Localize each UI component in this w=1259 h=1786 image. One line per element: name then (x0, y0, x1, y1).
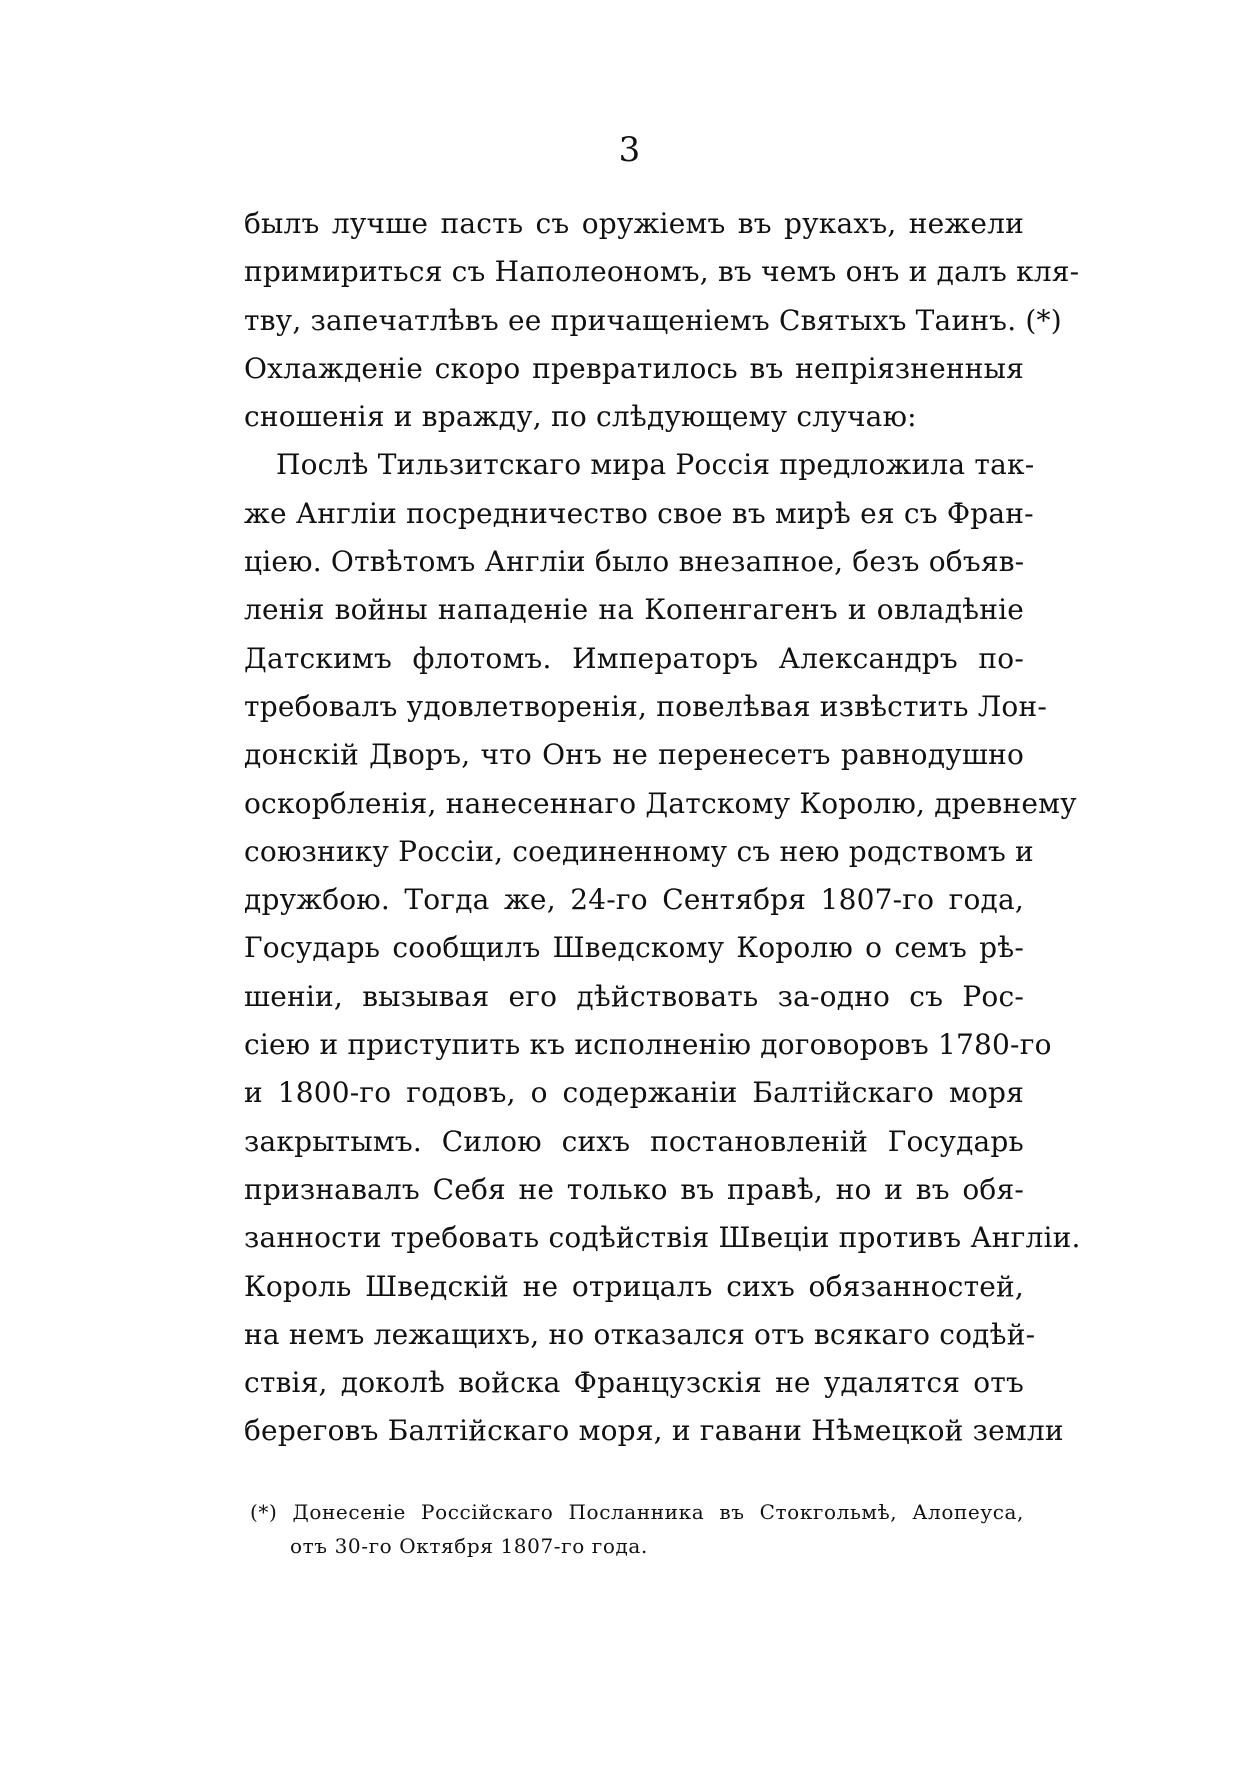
text-line: сіею и приступить къ исполненію договоровъ 1780-го (244, 1028, 1052, 1062)
text-line: оскорбленія, нанесеннаго Датскому Королю, древнему (244, 786, 1077, 820)
text-line: сношенія и вражду, по слѣдующему случаю: (244, 400, 917, 434)
text-line: ціею. Отвѣтомъ Англіи было внезапное, безъ объяв- (244, 545, 1025, 579)
text-line: и 1800-го годовъ, о содержаніи Балтійскаго моря (244, 1076, 1024, 1110)
text-line: донскій Дворъ, что Онъ не перенесетъ равнодушно (244, 738, 1024, 772)
text-line: ствія, доколѣ войска Французскія не удалятся отъ (244, 1366, 1024, 1400)
text-line: закрытымъ. Силою сихъ постановленій Государь (244, 1124, 1024, 1158)
text-line: дружбою. Тогда же, 24-го Сентября 1807-го года, (244, 883, 1024, 917)
text-line: ленія войны нападеніе на Копенгагенъ и овладѣніе (244, 593, 1024, 627)
text-line: требовалъ удовлетворенія, повелѣвая извѣстить Лон- (244, 689, 1047, 723)
text-line: примириться съ Наполеономъ, въ чемъ онъ и далъ кля- (244, 255, 1080, 289)
text-line: былъ лучше пасть съ оружіемъ въ рукахъ, нежели (244, 207, 1024, 240)
text-line: союзнику Россіи, соединенному съ нею родствомъ и (244, 834, 1034, 868)
page-number: 3 (618, 130, 641, 170)
text-line: Датскимъ флотомъ. Императоръ Александръ по- (244, 641, 1024, 675)
text-line: береговъ Балтійскаго моря, и гавани Нѣмецкой земли (244, 1414, 1064, 1448)
text-line: занности требовать содѣйствія Швеціи противъ Англіи. (244, 1221, 1081, 1255)
footnote (250, 1495, 1024, 1563)
footnote-line: отъ 30-го Октября 1807-го года. (290, 1534, 648, 1558)
footnote-line: (*) Донесеніе Россійскаго Посланника въ Стокгольмѣ, Алопеуса, (250, 1500, 1024, 1524)
text-line: Король Шведскій не отрицалъ сихъ обязанностей, (244, 1269, 1024, 1303)
paragraph-start-line: Послѣ Тильзитскаго мира Россія предложила так- (276, 448, 1035, 482)
text-line: же Англіи посредничество свое въ мирѣ ея съ Фран- (244, 496, 1034, 530)
text-line: шеніи, вызывая его дѣйствовать за-одно съ Рос- (244, 979, 1024, 1013)
text-line: Охлажденіе скоро превратилось въ непріязненныя (244, 351, 1024, 385)
body-text (244, 200, 1081, 1456)
text-line: Государь сообщилъ Шведскому Королю о семъ рѣ- (244, 931, 1024, 965)
text-line: тву, запечатлѣвъ ее причащеніемъ Святыхъ Таинъ. (*) (244, 303, 1062, 337)
text-line: признавалъ Себя не только въ правѣ, но и въ обя- (244, 1172, 1024, 1206)
text-line: на немъ лежащихъ, но отказался отъ всякаго содѣй- (244, 1317, 1036, 1351)
